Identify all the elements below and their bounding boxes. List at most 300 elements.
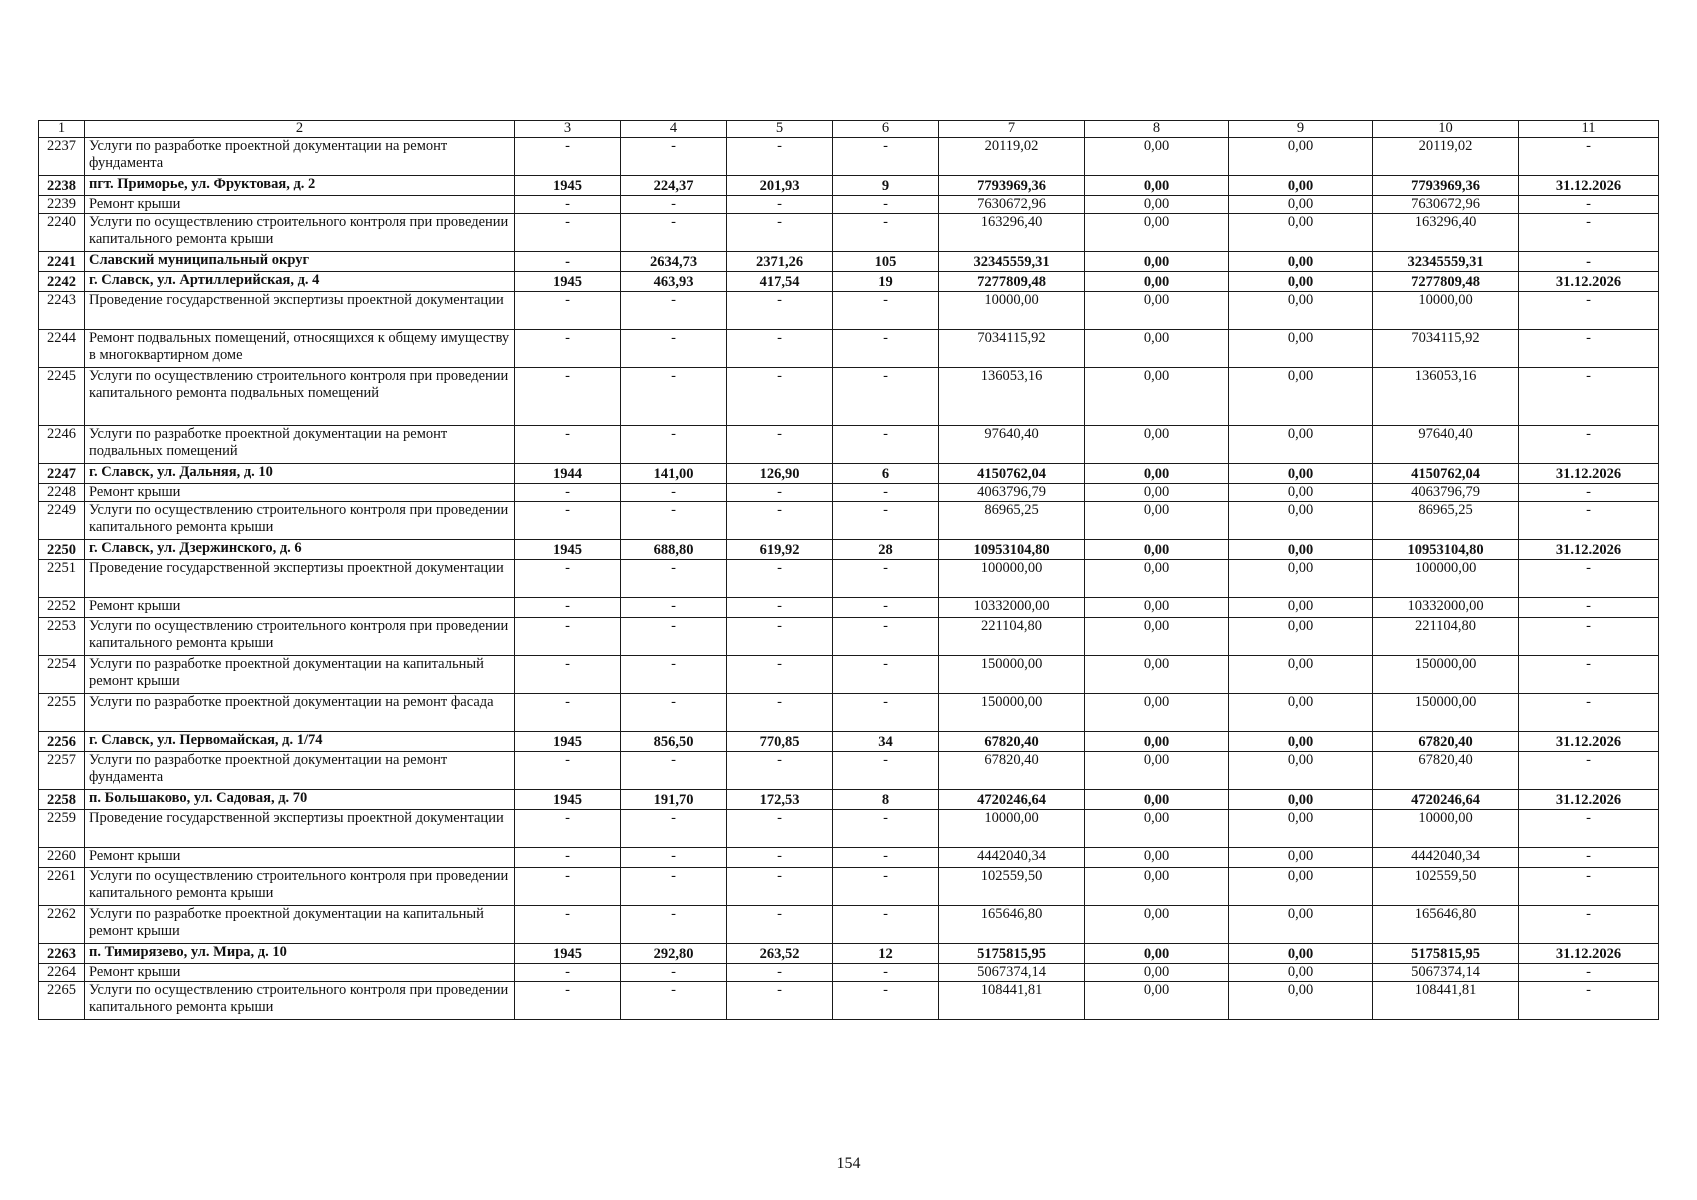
table-row: [39, 868, 1659, 906]
col8-cell: 0,00: [1085, 502, 1229, 540]
col8-cell: 0,00: [1085, 868, 1229, 906]
col8-cell: 0,00: [1085, 464, 1229, 484]
col8-cell: 0,00: [1085, 598, 1229, 618]
year-cell: 1945: [515, 272, 621, 292]
year-cell: -: [515, 752, 621, 790]
col8-cell: 0,00: [1085, 906, 1229, 944]
row-number-cell: 2262: [39, 906, 85, 944]
col6-cell: -: [833, 618, 939, 656]
item-name-cell: пгт. Приморье, ул. Фруктовая, д. 2: [85, 176, 515, 196]
col8-cell: 0,00: [1085, 484, 1229, 502]
col8-cell: 0,00: [1085, 176, 1229, 196]
column-header: 9: [1229, 121, 1373, 138]
table-row: [39, 138, 1659, 176]
deadline-cell: 31.12.2026: [1519, 790, 1659, 810]
item-name-cell: Проведение государственной экспертизы проектной документации: [85, 292, 515, 330]
total-cost-cell: 150000,00: [939, 656, 1085, 694]
col8-cell: 0,00: [1085, 540, 1229, 560]
col5-cell: 263,52: [727, 944, 833, 964]
total-cost-cell: 10000,00: [939, 810, 1085, 848]
col10-cell: 32345559,31: [1373, 252, 1519, 272]
col9-cell: 0,00: [1229, 272, 1373, 292]
col5-cell: 2371,26: [727, 252, 833, 272]
col5-cell: 770,85: [727, 732, 833, 752]
col6-cell: -: [833, 330, 939, 368]
col6-cell: -: [833, 138, 939, 176]
deadline-cell: -: [1519, 252, 1659, 272]
year-cell: -: [515, 560, 621, 598]
table-row: [39, 484, 1659, 502]
table-row: [39, 368, 1659, 426]
col8-cell: 0,00: [1085, 368, 1229, 426]
col6-cell: -: [833, 484, 939, 502]
col8-cell: 0,00: [1085, 214, 1229, 252]
col5-cell: -: [727, 484, 833, 502]
col9-cell: 0,00: [1229, 694, 1373, 732]
total-cost-cell: 10332000,00: [939, 598, 1085, 618]
total-cost-cell: 86965,25: [939, 502, 1085, 540]
col9-cell: 0,00: [1229, 214, 1373, 252]
total-cost-cell: 4442040,34: [939, 848, 1085, 868]
row-number-cell: 2245: [39, 368, 85, 426]
col6-cell: 34: [833, 732, 939, 752]
row-number-cell: 2244: [39, 330, 85, 368]
deadline-cell: -: [1519, 426, 1659, 464]
total-cost-cell: 10953104,80: [939, 540, 1085, 560]
col8-cell: 0,00: [1085, 426, 1229, 464]
column-header: 5: [727, 121, 833, 138]
row-number-cell: 2249: [39, 502, 85, 540]
col10-cell: 136053,16: [1373, 368, 1519, 426]
col10-cell: 7277809,48: [1373, 272, 1519, 292]
col9-cell: 0,00: [1229, 196, 1373, 214]
col10-cell: 221104,80: [1373, 618, 1519, 656]
col8-cell: 0,00: [1085, 694, 1229, 732]
col6-cell: -: [833, 196, 939, 214]
year-cell: -: [515, 368, 621, 426]
col4-cell: 856,50: [621, 732, 727, 752]
col4-cell: -: [621, 618, 727, 656]
col4-cell: -: [621, 560, 727, 598]
total-cost-cell: 7630672,96: [939, 196, 1085, 214]
col10-cell: 67820,40: [1373, 752, 1519, 790]
row-number-cell: 2241: [39, 252, 85, 272]
deadline-cell: -: [1519, 214, 1659, 252]
col4-cell: 224,37: [621, 176, 727, 196]
col10-cell: 10953104,80: [1373, 540, 1519, 560]
col5-cell: -: [727, 560, 833, 598]
col6-cell: -: [833, 560, 939, 598]
item-name-cell: Услуги по разработке проектной документации на ремонт подвальных помещений: [85, 426, 515, 464]
col10-cell: 4442040,34: [1373, 848, 1519, 868]
col4-cell: -: [621, 964, 727, 982]
col10-cell: 7630672,96: [1373, 196, 1519, 214]
item-name-cell: Ремонт подвальных помещений, относящихся к общему имуществу в многоквартирном доме: [85, 330, 515, 368]
deadline-cell: -: [1519, 694, 1659, 732]
total-cost-cell: 163296,40: [939, 214, 1085, 252]
year-cell: 1945: [515, 790, 621, 810]
year-cell: 1945: [515, 540, 621, 560]
deadline-cell: 31.12.2026: [1519, 732, 1659, 752]
row-number-cell: 2246: [39, 426, 85, 464]
item-name-cell: Услуги по разработке проектной документации на капитальный ремонт крыши: [85, 906, 515, 944]
col9-cell: 0,00: [1229, 598, 1373, 618]
year-cell: 1944: [515, 464, 621, 484]
col9-cell: 0,00: [1229, 964, 1373, 982]
item-name-cell: Услуги по разработке проектной документации на ремонт фасада: [85, 694, 515, 732]
item-name-cell: Ремонт крыши: [85, 848, 515, 868]
col4-cell: -: [621, 982, 727, 1020]
col5-cell: -: [727, 598, 833, 618]
col10-cell: 20119,02: [1373, 138, 1519, 176]
col9-cell: 0,00: [1229, 560, 1373, 598]
col8-cell: 0,00: [1085, 618, 1229, 656]
row-number-cell: 2259: [39, 810, 85, 848]
year-cell: -: [515, 502, 621, 540]
deadline-cell: -: [1519, 906, 1659, 944]
col9-cell: 0,00: [1229, 292, 1373, 330]
col4-cell: -: [621, 906, 727, 944]
col9-cell: 0,00: [1229, 618, 1373, 656]
item-name-cell: Услуги по осуществлению строительного контроля при проведении капитального ремонта крыши: [85, 214, 515, 252]
col6-cell: 19: [833, 272, 939, 292]
col9-cell: 0,00: [1229, 944, 1373, 964]
deadline-cell: -: [1519, 982, 1659, 1020]
item-name-cell: Услуги по осуществлению строительного контроля при проведении капитального ремонта подвальных помещений: [85, 368, 515, 426]
col4-cell: -: [621, 292, 727, 330]
column-header: 8: [1085, 121, 1229, 138]
col6-cell: -: [833, 368, 939, 426]
row-number-cell: 2260: [39, 848, 85, 868]
col10-cell: 4150762,04: [1373, 464, 1519, 484]
total-cost-cell: 102559,50: [939, 868, 1085, 906]
row-number-cell: 2254: [39, 656, 85, 694]
item-name-cell: Славский муниципальный округ: [85, 252, 515, 272]
year-cell: -: [515, 848, 621, 868]
table-row: [39, 694, 1659, 732]
col5-cell: -: [727, 752, 833, 790]
col4-cell: -: [621, 138, 727, 176]
col6-cell: -: [833, 964, 939, 982]
year-cell: -: [515, 214, 621, 252]
table-row: [39, 732, 1659, 752]
deadline-cell: -: [1519, 196, 1659, 214]
col10-cell: 165646,80: [1373, 906, 1519, 944]
year-cell: -: [515, 484, 621, 502]
col8-cell: 0,00: [1085, 196, 1229, 214]
col8-cell: 0,00: [1085, 560, 1229, 598]
col4-cell: -: [621, 330, 727, 368]
col4-cell: -: [621, 484, 727, 502]
total-cost-cell: 20119,02: [939, 138, 1085, 176]
deadline-cell: -: [1519, 484, 1659, 502]
row-number-cell: 2258: [39, 790, 85, 810]
total-cost-cell: 97640,40: [939, 426, 1085, 464]
year-cell: -: [515, 252, 621, 272]
total-cost-cell: 7277809,48: [939, 272, 1085, 292]
year-cell: -: [515, 330, 621, 368]
col5-cell: 172,53: [727, 790, 833, 810]
table-row: [39, 752, 1659, 790]
deadline-cell: -: [1519, 330, 1659, 368]
data-table: [38, 120, 1659, 1020]
col9-cell: 0,00: [1229, 656, 1373, 694]
row-number-cell: 2248: [39, 484, 85, 502]
col9-cell: 0,00: [1229, 464, 1373, 484]
total-cost-cell: 7034115,92: [939, 330, 1085, 368]
col9-cell: 0,00: [1229, 502, 1373, 540]
item-name-cell: Услуги по осуществлению строительного контроля при проведении капитального ремонта крыши: [85, 618, 515, 656]
col6-cell: -: [833, 848, 939, 868]
col8-cell: 0,00: [1085, 656, 1229, 694]
col9-cell: 0,00: [1229, 982, 1373, 1020]
item-name-cell: Ремонт крыши: [85, 598, 515, 618]
year-cell: -: [515, 982, 621, 1020]
item-name-cell: Ремонт крыши: [85, 964, 515, 982]
deadline-cell: -: [1519, 656, 1659, 694]
col8-cell: 0,00: [1085, 944, 1229, 964]
col6-cell: -: [833, 810, 939, 848]
col10-cell: 5175815,95: [1373, 944, 1519, 964]
row-number-cell: 2257: [39, 752, 85, 790]
year-cell: 1945: [515, 944, 621, 964]
col9-cell: 0,00: [1229, 732, 1373, 752]
table-row: [39, 540, 1659, 560]
col8-cell: 0,00: [1085, 810, 1229, 848]
column-header: 1: [39, 121, 85, 138]
col4-cell: -: [621, 656, 727, 694]
deadline-cell: 31.12.2026: [1519, 944, 1659, 964]
item-name-cell: г. Славск, ул. Первомайская, д. 1/74: [85, 732, 515, 752]
col5-cell: -: [727, 196, 833, 214]
col6-cell: -: [833, 598, 939, 618]
col6-cell: -: [833, 656, 939, 694]
col4-cell: -: [621, 752, 727, 790]
col9-cell: 0,00: [1229, 484, 1373, 502]
table-row: [39, 598, 1659, 618]
deadline-cell: -: [1519, 560, 1659, 598]
col9-cell: 0,00: [1229, 790, 1373, 810]
table-row: [39, 848, 1659, 868]
item-name-cell: Услуги по осуществлению строительного контроля при проведении капитального ремонта крыши: [85, 502, 515, 540]
col9-cell: 0,00: [1229, 368, 1373, 426]
deadline-cell: -: [1519, 138, 1659, 176]
table-row: [39, 292, 1659, 330]
col6-cell: 28: [833, 540, 939, 560]
table-body: [39, 121, 1659, 1020]
col6-cell: 12: [833, 944, 939, 964]
col10-cell: 5067374,14: [1373, 964, 1519, 982]
item-name-cell: г. Славск, ул. Дальняя, д. 10: [85, 464, 515, 484]
col4-cell: 141,00: [621, 464, 727, 484]
total-cost-cell: 4720246,64: [939, 790, 1085, 810]
total-cost-cell: 108441,81: [939, 982, 1085, 1020]
col4-cell: -: [621, 368, 727, 426]
deadline-cell: -: [1519, 598, 1659, 618]
col8-cell: 0,00: [1085, 272, 1229, 292]
col10-cell: 7034115,92: [1373, 330, 1519, 368]
col6-cell: -: [833, 694, 939, 732]
col4-cell: -: [621, 502, 727, 540]
year-cell: -: [515, 868, 621, 906]
column-header: 11: [1519, 121, 1659, 138]
col4-cell: 2634,73: [621, 252, 727, 272]
col4-cell: 688,80: [621, 540, 727, 560]
col5-cell: -: [727, 426, 833, 464]
column-header: 6: [833, 121, 939, 138]
item-name-cell: г. Славск, ул. Артиллерийская, д. 4: [85, 272, 515, 292]
year-cell: -: [515, 810, 621, 848]
item-name-cell: Услуги по разработке проектной документации на капитальный ремонт крыши: [85, 656, 515, 694]
col10-cell: 100000,00: [1373, 560, 1519, 598]
row-number-cell: 2256: [39, 732, 85, 752]
table-row: [39, 944, 1659, 964]
year-cell: -: [515, 426, 621, 464]
col10-cell: 4720246,64: [1373, 790, 1519, 810]
table-row: [39, 464, 1659, 484]
col10-cell: 10332000,00: [1373, 598, 1519, 618]
col6-cell: -: [833, 906, 939, 944]
column-header: 7: [939, 121, 1085, 138]
col5-cell: -: [727, 656, 833, 694]
deadline-cell: 31.12.2026: [1519, 540, 1659, 560]
col10-cell: 150000,00: [1373, 694, 1519, 732]
table-row: [39, 330, 1659, 368]
col10-cell: 108441,81: [1373, 982, 1519, 1020]
deadline-cell: -: [1519, 848, 1659, 868]
total-cost-cell: 221104,80: [939, 618, 1085, 656]
table-row: [39, 982, 1659, 1020]
col8-cell: 0,00: [1085, 752, 1229, 790]
page-number: 154: [836, 1155, 861, 1172]
col8-cell: 0,00: [1085, 964, 1229, 982]
col4-cell: -: [621, 426, 727, 464]
col8-cell: 0,00: [1085, 292, 1229, 330]
deadline-cell: -: [1519, 292, 1659, 330]
col4-cell: 463,93: [621, 272, 727, 292]
row-number-cell: 2243: [39, 292, 85, 330]
col10-cell: 4063796,79: [1373, 484, 1519, 502]
col8-cell: 0,00: [1085, 252, 1229, 272]
table-row: [39, 906, 1659, 944]
col4-cell: -: [621, 214, 727, 252]
total-cost-cell: 165646,80: [939, 906, 1085, 944]
row-number-cell: 2255: [39, 694, 85, 732]
row-number-cell: 2237: [39, 138, 85, 176]
col9-cell: 0,00: [1229, 752, 1373, 790]
col6-cell: -: [833, 982, 939, 1020]
deadline-cell: 31.12.2026: [1519, 272, 1659, 292]
col10-cell: 7793969,36: [1373, 176, 1519, 196]
total-cost-cell: 136053,16: [939, 368, 1085, 426]
col10-cell: 97640,40: [1373, 426, 1519, 464]
deadline-cell: 31.12.2026: [1519, 464, 1659, 484]
col10-cell: 150000,00: [1373, 656, 1519, 694]
col6-cell: -: [833, 426, 939, 464]
col4-cell: -: [621, 810, 727, 848]
table-row: [39, 964, 1659, 982]
total-cost-cell: 4150762,04: [939, 464, 1085, 484]
total-cost-cell: 100000,00: [939, 560, 1085, 598]
col5-cell: -: [727, 292, 833, 330]
deadline-cell: -: [1519, 810, 1659, 848]
col4-cell: -: [621, 848, 727, 868]
col10-cell: 102559,50: [1373, 868, 1519, 906]
table-row: [39, 656, 1659, 694]
col6-cell: -: [833, 752, 939, 790]
total-cost-cell: 4063796,79: [939, 484, 1085, 502]
col9-cell: 0,00: [1229, 540, 1373, 560]
col9-cell: 0,00: [1229, 810, 1373, 848]
col6-cell: -: [833, 214, 939, 252]
col5-cell: 126,90: [727, 464, 833, 484]
col8-cell: 0,00: [1085, 330, 1229, 368]
total-cost-cell: 5175815,95: [939, 944, 1085, 964]
col4-cell: -: [621, 694, 727, 732]
col5-cell: -: [727, 502, 833, 540]
col5-cell: -: [727, 618, 833, 656]
row-number-cell: 2264: [39, 964, 85, 982]
table-row: [39, 426, 1659, 464]
total-cost-cell: 10000,00: [939, 292, 1085, 330]
table-row: [39, 176, 1659, 196]
col6-cell: -: [833, 292, 939, 330]
deadline-cell: -: [1519, 502, 1659, 540]
col5-cell: -: [727, 330, 833, 368]
deadline-cell: -: [1519, 964, 1659, 982]
col10-cell: 67820,40: [1373, 732, 1519, 752]
year-cell: 1945: [515, 732, 621, 752]
col5-cell: 417,54: [727, 272, 833, 292]
col5-cell: -: [727, 138, 833, 176]
deadline-cell: 31.12.2026: [1519, 176, 1659, 196]
col6-cell: -: [833, 868, 939, 906]
column-header: 10: [1373, 121, 1519, 138]
year-cell: -: [515, 138, 621, 176]
col8-cell: 0,00: [1085, 982, 1229, 1020]
col5-cell: -: [727, 964, 833, 982]
total-cost-cell: 150000,00: [939, 694, 1085, 732]
row-number-cell: 2242: [39, 272, 85, 292]
col5-cell: -: [727, 982, 833, 1020]
item-name-cell: Ремонт крыши: [85, 484, 515, 502]
row-number-cell: 2263: [39, 944, 85, 964]
col8-cell: 0,00: [1085, 138, 1229, 176]
col8-cell: 0,00: [1085, 790, 1229, 810]
year-cell: -: [515, 964, 621, 982]
col10-cell: 86965,25: [1373, 502, 1519, 540]
table-row: [39, 196, 1659, 214]
row-number-cell: 2251: [39, 560, 85, 598]
deadline-cell: -: [1519, 618, 1659, 656]
col5-cell: -: [727, 694, 833, 732]
col9-cell: 0,00: [1229, 848, 1373, 868]
item-name-cell: г. Славск, ул. Дзержинского, д. 6: [85, 540, 515, 560]
col4-cell: -: [621, 868, 727, 906]
item-name-cell: Ремонт крыши: [85, 196, 515, 214]
col5-cell: -: [727, 368, 833, 426]
column-header: 2: [85, 121, 515, 138]
item-name-cell: п. Тимирязево, ул. Мира, д. 10: [85, 944, 515, 964]
col9-cell: 0,00: [1229, 252, 1373, 272]
row-number-cell: 2247: [39, 464, 85, 484]
item-name-cell: Проведение государственной экспертизы проектной документации: [85, 560, 515, 598]
col9-cell: 0,00: [1229, 906, 1373, 944]
col9-cell: 0,00: [1229, 868, 1373, 906]
row-number-cell: 2239: [39, 196, 85, 214]
item-name-cell: Услуги по осуществлению строительного контроля при проведении капитального ремонта крыши: [85, 868, 515, 906]
col6-cell: -: [833, 502, 939, 540]
